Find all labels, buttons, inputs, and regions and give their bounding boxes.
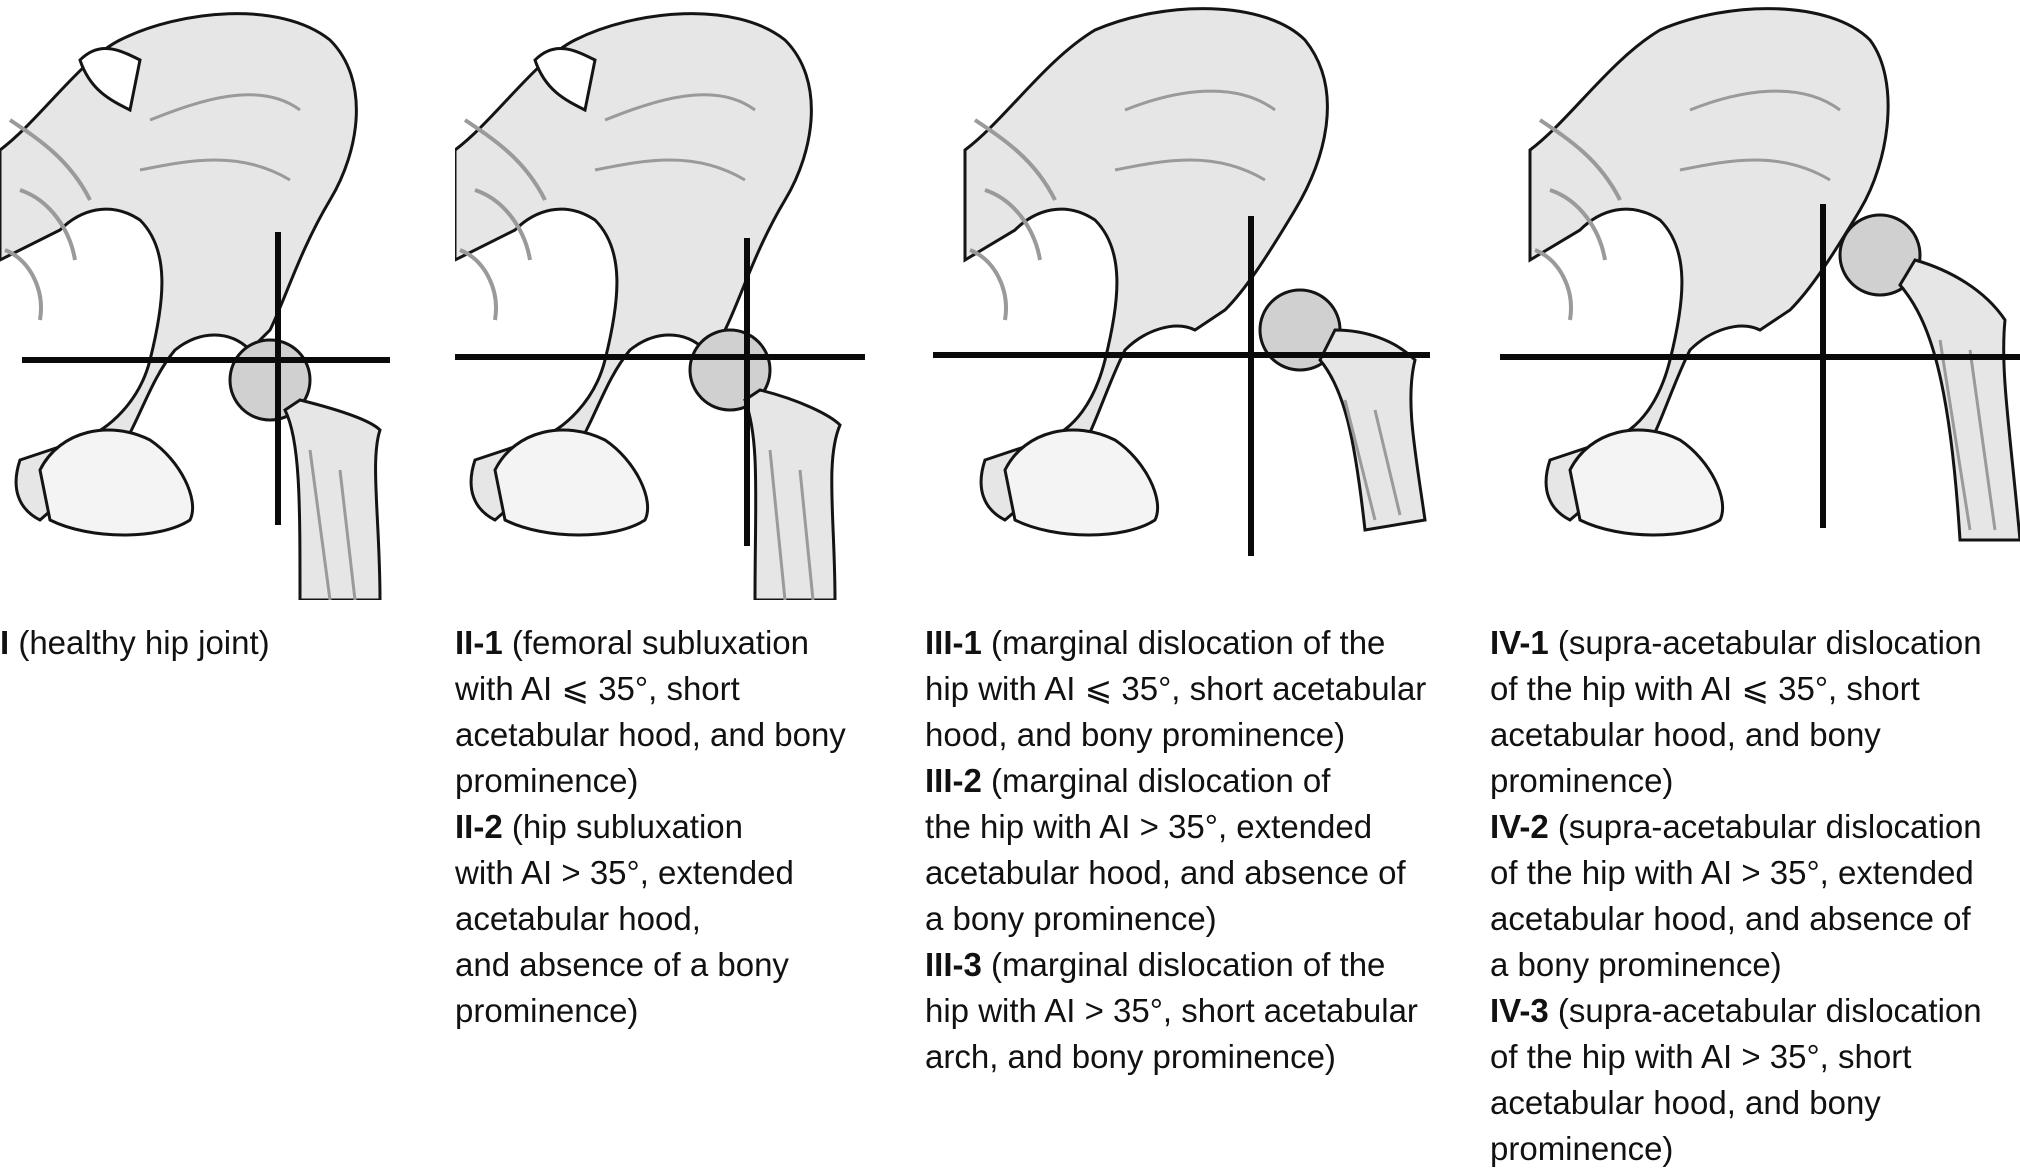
description-text: and absence of a bony — [455, 946, 789, 983]
caption-line — [1490, 666, 2020, 712]
description-text: prominence) — [1490, 1130, 1674, 1167]
classification-code: II-2 — [455, 808, 503, 845]
caption-line — [455, 942, 895, 988]
caption-line — [925, 1034, 1455, 1080]
caption-line — [455, 804, 895, 850]
classification-code: II-1 — [455, 624, 503, 661]
pelvis-drawing — [965, 9, 1327, 535]
description-text: acetabular hood, and bony — [1490, 716, 1881, 753]
femur-drawing — [690, 330, 840, 600]
caption-line — [455, 758, 895, 804]
classification-code: IV-3 — [1490, 992, 1549, 1029]
description-text: hip with AI > 35°, short acetabular — [925, 992, 1418, 1029]
caption-line — [1490, 1034, 2020, 1080]
description-text: (hip subluxation — [511, 808, 744, 845]
description-text: (femoral subluxation — [511, 624, 810, 661]
description-text: (supra-acetabular dislocation — [1557, 992, 1982, 1029]
description-text: of the hip with AI > 35°, extended — [1490, 854, 1974, 891]
caption-line — [1490, 620, 2020, 666]
caption-line — [1490, 942, 2020, 988]
caption-line — [925, 712, 1455, 758]
description-text: hood, and bony prominence) — [925, 716, 1346, 753]
classification-code: I — [0, 624, 10, 661]
description-text: arch, and bony prominence) — [925, 1038, 1336, 1075]
description-text: (marginal dislocation of — [991, 762, 1331, 799]
caption-line — [455, 712, 895, 758]
caption-line — [925, 988, 1455, 1034]
caption-line — [1490, 1126, 2020, 1172]
classification-code: III-3 — [925, 946, 982, 983]
caption-line — [925, 620, 1455, 666]
femur-drawing — [1840, 215, 2020, 540]
caption-line — [925, 896, 1455, 942]
caption-line — [1490, 758, 2020, 804]
hip-illustration-II — [455, 0, 895, 600]
caption-line — [1490, 1080, 2020, 1126]
hip-illustration-III — [925, 0, 1455, 600]
caption-line — [455, 620, 895, 666]
pelvis-drawing — [1530, 9, 1888, 535]
description-text: of the hip with AI > 35°, short — [1490, 1038, 1912, 1075]
description-text: (supra-acetabular dislocation — [1557, 808, 1982, 845]
description-text: of the hip with AI ⩽ 35°, short — [1490, 670, 1920, 707]
caption-line — [925, 804, 1455, 850]
caption-IV — [1490, 620, 2020, 1172]
caption-line — [925, 942, 1455, 988]
caption-I — [0, 620, 440, 666]
caption-II — [455, 620, 895, 1034]
description-text: prominence) — [455, 762, 639, 799]
caption-line — [0, 620, 440, 666]
caption-line — [1490, 850, 2020, 896]
caption-line — [1490, 804, 2020, 850]
description-text: (supra-acetabular dislocation — [1557, 624, 1982, 661]
description-text: prominence) — [1490, 762, 1674, 799]
caption-line — [1490, 712, 2020, 758]
description-text: (healthy hip joint) — [18, 624, 270, 661]
classification-code: III-2 — [925, 762, 982, 799]
description-text: (marginal dislocation of the — [991, 946, 1386, 983]
description-text: acetabular hood, — [455, 900, 701, 937]
caption-line — [455, 896, 895, 942]
classification-code: IV-2 — [1490, 808, 1549, 845]
femur-drawing — [230, 340, 380, 600]
femur-drawing — [1260, 290, 1425, 530]
caption-line — [1490, 988, 2020, 1034]
caption-line — [925, 850, 1455, 896]
description-text: acetabular hood, and absence of — [925, 854, 1406, 891]
description-text: hip with AI ⩽ 35°, short acetabular — [925, 670, 1427, 707]
description-text: acetabular hood, and bony — [1490, 1084, 1881, 1121]
classification-code: III-1 — [925, 624, 982, 661]
caption-line — [925, 758, 1455, 804]
description-text: (marginal dislocation of the — [991, 624, 1386, 661]
caption-line — [1490, 896, 2020, 942]
description-text: acetabular hood, and bony — [455, 716, 846, 753]
hip-illustration-I — [0, 0, 440, 600]
description-text: prominence) — [455, 992, 639, 1029]
caption-line — [925, 666, 1455, 712]
caption-line — [455, 666, 895, 712]
description-text: the hip with AI > 35°, extended — [925, 808, 1373, 845]
classification-code: IV-1 — [1490, 624, 1549, 661]
description-text: a bony prominence) — [1490, 946, 1782, 983]
description-text: a bony prominence) — [925, 900, 1217, 937]
description-text: with AI ⩽ 35°, short — [455, 670, 740, 707]
hip-illustration-IV — [1490, 0, 2020, 600]
caption-line — [455, 988, 895, 1034]
description-text: acetabular hood, and absence of — [1490, 900, 1971, 937]
description-text: with AI > 35°, extended — [455, 854, 794, 891]
caption-III — [925, 620, 1455, 1080]
caption-line — [455, 850, 895, 896]
